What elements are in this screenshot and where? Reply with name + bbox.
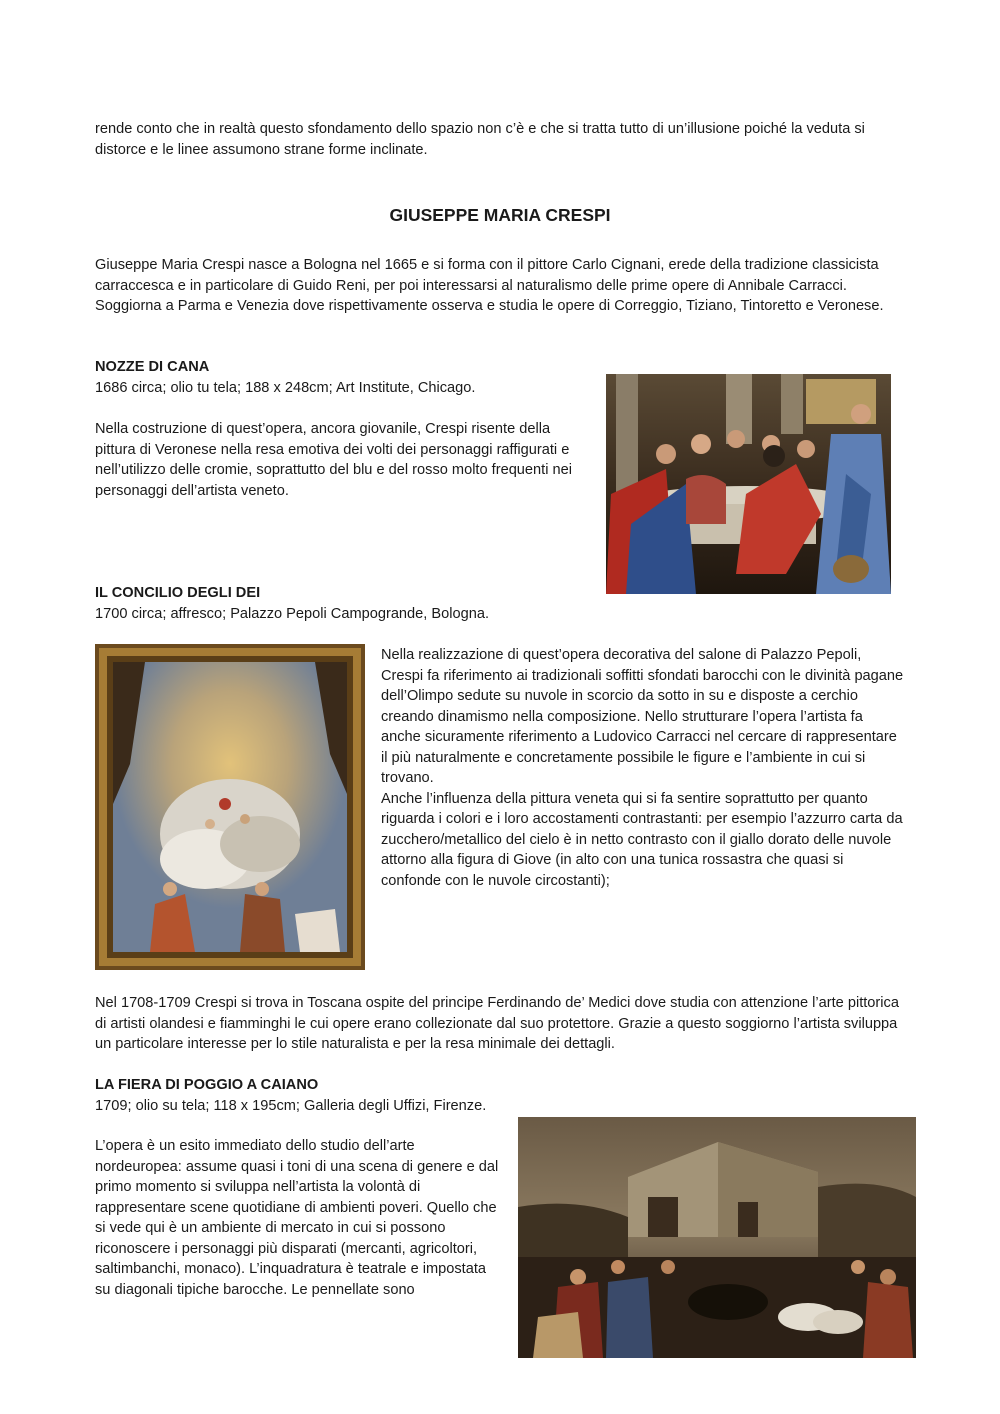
work-1-header: [95, 357, 595, 398]
work-1-description: Nella costruzione di quest’opera, ancora giovanile, Crespi risente della pittura di Veronese nella resa emotiva dei volti dei personaggi raffigurati e nell’utilizzo delle cromie, soprattutto del blu e del rosso molto frequenti nei personaggi dell’artista veneto.: [95, 421, 572, 499]
work-2-description-part-1: Nella realizzazione di quest’opera decorativa del salone di Palazzo Pepoli, Crespi fa riferimento ai tradizionali soffitti sfondati barocchi con le divinità pagane dell’Olimpo sedute su nuvole in scorcio da sotto in su e disposte a cerchio creando dinamismo nella composizione. Nello strutturare l’opera l’artista fa anche sicuramente riferimento a Ludovico Carracci nel cercare di rappresentare il più naturalmente e concretamente possibile le figure e l’ambiente in cui si trovano.: [381, 647, 904, 786]
work-3-title: LA FIERA DI POGGIO A CAIANO: [95, 1077, 319, 1093]
section-title: GIUSEPPE MARIA CRESPI: [389, 205, 611, 225]
fiera-di-poggio-a-caiano-painting: [518, 1117, 916, 1358]
intro-tail-paragraph: rende conto che in realtà questo sfondamento dello spazio non c’è e che si tratta tutto di un’illusione poiché la veduta si distorce e le linee assumono strane forme inclinate.: [95, 121, 865, 158]
nozze-di-cana-painting: [606, 374, 891, 594]
work-2-description-part-2: Anche l’influenza della pittura veneta qui si fa sentire soprattutto per quanto riguarda i colori e i loro accostamenti contrastanti: per esempio l’azzurro carta da zucchero/metallico del cielo è in netto contrasto con il giallo dorato delle nuvole attorno alla figura di Giove (in alto con una tunica rossastra che quasi si confonde con le nuvole circostanti);: [381, 790, 903, 889]
work-2-header: [95, 583, 595, 624]
work-1-meta: 1686 circa; olio tu tela; 188 x 248cm; Art Institute, Chicago.: [95, 379, 476, 396]
work-2-meta: 1700 circa; affresco; Palazzo Pepoli Campogrande, Bologna.: [95, 605, 490, 622]
work-2-description: [381, 645, 905, 891]
work-3-header: [95, 1075, 595, 1116]
tuscany-paragraph: Nel 1708-1709 Crespi si trova in Toscana ospite del principe Ferdinando de’ Medici dove studia con attenzione l’arte pittorica di artisti olandesi e fiamminghi le cui opere erano collezionate dal suo protettore. Grazie a questo soggiorno l’artista sviluppa un particolare interesse per lo stile naturalista e per la resa minimale dei dettagli.: [95, 995, 899, 1052]
work-2-title: IL CONCILIO DEGLI DEI: [95, 585, 261, 601]
work-3-description: L’opera è un esito immediato dello studio dell’arte nordeuropea: assume quasi i toni di una scena di genere e dal primo momento si sviluppa nell’artista la volontà di rappresentare scene quotidiane di ambienti poveri. Quello che si vede qui è un ambiente di mercato in cui si possono riconoscere i personaggi più disparati (mercanti, agricoltori, saltimbanchi, monaco). L’inquadratura è teatrale e impostata su diagonali tipiche barocche. Le pennellate sono: [95, 1138, 499, 1298]
work-3-meta: 1709; olio su tela; 118 x 195cm; Galleria degli Uffizi, Firenze.: [95, 1097, 487, 1114]
bio-paragraph: Giuseppe Maria Crespi nasce a Bologna nel 1665 e si forma con il pittore Carlo Cignani, erede della tradizione classicista carraccesca e in particolare di Guido Reni, per poi interessarsi al naturalismo delle prime opere di Annibale Carracci. Soggiorna a Parma e Venezia dove rispettivamente osserva e studia le opere di Correggio, Tiziano, Tintoretto e Veronese.: [95, 257, 884, 314]
work-1-title: NOZZE DI CANA: [95, 359, 210, 375]
concilio-degli-dei-painting: [95, 644, 365, 970]
